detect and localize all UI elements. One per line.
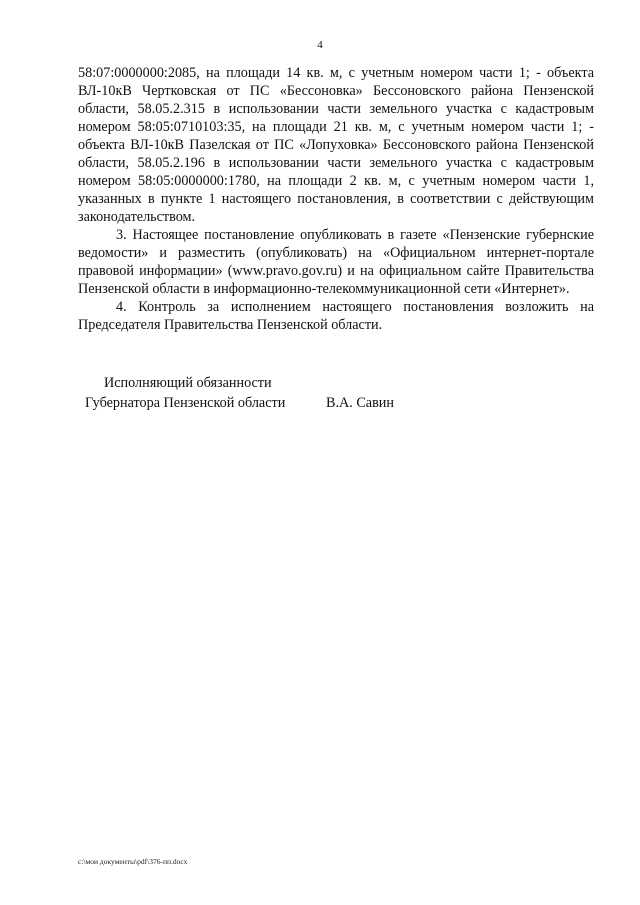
footer-file-path: c:\мои документы\pdf\376-пп.docx xyxy=(78,857,188,866)
document-body xyxy=(78,64,594,334)
paragraph-item-3: 3. Настоящее постановление опубликовать в газете «Пензенские губернские ведомости» и разместить (опубликовать) на «Официальном интернет-портале правовой информации» (www.pravo.gov.ru) и на официальном сайте Правительства Пензенской области в информационно-телекоммуникационной сети «Интернет». xyxy=(78,227,594,297)
paragraph-item-4: 4. Контроль за исполнением настоящего постановления возложить на Председателя Правительства Пензенской области. xyxy=(78,299,594,333)
page-number: 4 xyxy=(317,39,323,51)
signatory-position-line-2: Губернатора Пензенской области xyxy=(85,395,286,411)
signatory-position-line-1: Исполняющий обязанности xyxy=(104,375,272,391)
signatory-name: В.А. Савин xyxy=(326,395,394,411)
paragraph-continuation: 58:07:0000000:2085, на площади 14 кв. м, с учетным номером части 1; - объекта ВЛ-10кВ Чертковская от ПС «Бессоновка» Бессоновского района Пензенской области, 58.05.2.315 в использовании части земельного участка с кадастровым номером 58:05:0710103:35, на площади 21 кв. м, с учетным номером части 1; - объекта ВЛ-10кВ Пазелская от ПС «Лопуховка» Бессоновского района Пензенской области, 58.05.2.196 в использовании части земельного участка с кадастровым номером 58:05:0000000:1780, на площади 2 кв. м, с учетным номером части 1, указанных в пункте 1 настоящего постановления, в соответствии с действующим законодательством. xyxy=(78,65,594,225)
